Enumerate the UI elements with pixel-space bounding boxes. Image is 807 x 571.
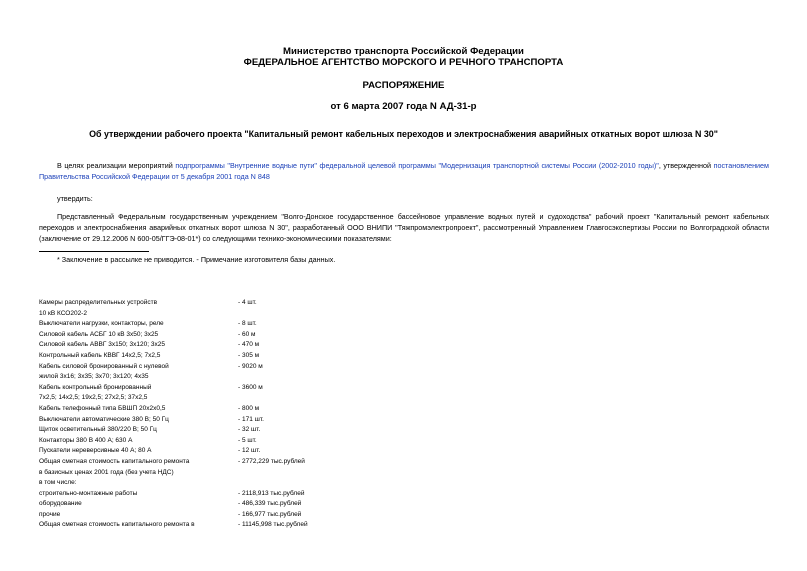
spec-name: Силовой кабель АСБГ 10 кВ 3х50; 3х25 bbox=[39, 330, 159, 338]
spec-row bbox=[39, 478, 369, 489]
ministry-name: Министерство транспорта Российской Федерации bbox=[283, 46, 524, 57]
spec-row bbox=[39, 446, 369, 457]
spec-row bbox=[39, 393, 369, 404]
spec-value: - 12 шт. bbox=[238, 447, 261, 455]
spec-name: оборудование bbox=[39, 500, 82, 508]
project-paragraph: Представленный Федеральным государственным учреждением "Волго-Донское государственное бассейновое управление водных путей и судоходства" рабочий проект "Капитальный ремонт кабельных переходов и электроснабжения аварийных откатных ворот шлюза N 30", разработанный ООО ВНИПИ "Тяжпромэлектропроект", рассмотренный Управлением Главгосэкспертизы России по Волгоградской области (заключение от 29.12.2006 N 600-05/ГГЭ-08-01*) со следующими технико-экономическими показателями: bbox=[39, 212, 769, 244]
spec-value: - 305 м bbox=[238, 351, 260, 359]
government-decree-link[interactable]: постановлением Правительства Российской Федерации от 5 декабря 2001 года N 848 bbox=[39, 161, 769, 182]
spec-value: - 166,977 тыс.рублей bbox=[238, 510, 302, 518]
document-title: Об утверждении рабочего проекта "Капитальный ремонт кабельных переходов и электроснабжения аварийных откатных ворот шлюза N 30" bbox=[89, 129, 718, 139]
spec-value: - 4 шт. bbox=[238, 299, 257, 306]
spec-value: - 2118,913 тыс.рублей bbox=[238, 489, 305, 497]
spec-row bbox=[39, 457, 369, 468]
spec-row bbox=[39, 499, 369, 510]
spec-name: Щиток осветительный 380/220 В; 50 Гц bbox=[39, 426, 157, 434]
spec-row bbox=[39, 436, 369, 447]
intro-text-2: , утвержденной bbox=[658, 161, 714, 170]
approve-word: утвердить: bbox=[57, 194, 93, 203]
spec-row bbox=[39, 351, 369, 362]
document-date: от 6 марта 2007 года N АД-31-р bbox=[330, 101, 477, 112]
spec-name: Выключатели нагрузки, контакторы, реле bbox=[39, 320, 164, 328]
spec-name: в том числе: bbox=[39, 479, 77, 487]
spec-value: - 3600 м bbox=[238, 383, 263, 391]
spec-name: строительно-монтажные работы bbox=[39, 489, 138, 497]
spec-value: - 8 шт. bbox=[238, 320, 257, 328]
intro-text-1: В целях реализации мероприятий bbox=[57, 161, 176, 170]
spec-value: - 5 шт. bbox=[238, 436, 257, 444]
spec-name: Контрольный кабель КВВГ 14х2,5; 7х2,5 bbox=[39, 351, 161, 359]
spec-row bbox=[39, 468, 369, 479]
agency-name: ФЕДЕРАЛЬНОЕ АГЕНТСТВО МОРСКОГО И РЕЧНОГО ТРАНСПОРТА bbox=[243, 57, 564, 68]
spec-value: - 32 шт. bbox=[238, 426, 261, 434]
spec-row bbox=[39, 319, 369, 330]
footnote-divider bbox=[39, 251, 149, 252]
spec-name: в базисных ценах 2001 года (без учета НДС) bbox=[39, 468, 174, 476]
spec-name: Общая сметная стоимость капитального ремонта в bbox=[39, 521, 195, 529]
spec-name: Кабель силовой бронированный с нулевой bbox=[39, 362, 169, 370]
spec-value: - 470 м bbox=[238, 341, 260, 349]
intro-paragraph bbox=[39, 160, 769, 182]
spec-row bbox=[39, 425, 369, 436]
spec-row bbox=[39, 298, 369, 309]
spec-value: - 486,339 тыс.рублей bbox=[238, 500, 302, 508]
spec-row bbox=[39, 340, 369, 351]
spec-name: 7х2,5; 14х2,5; 19х2,5; 27х2,5; 37х2,5 bbox=[39, 394, 148, 402]
spec-name: Силовой кабель АВВГ 3х150; 3х120; 3х25 bbox=[39, 341, 165, 349]
spec-row bbox=[39, 404, 369, 415]
spec-value: - 2772,229 тыс.рублей bbox=[238, 457, 305, 465]
spec-value: - 171 шт. bbox=[238, 415, 264, 423]
spec-name: Камеры распределительных устройств bbox=[39, 299, 158, 306]
spec-name: жилой 3х16; 3х35; 3х70; 3х120; 4х35 bbox=[39, 373, 149, 381]
spec-row bbox=[39, 489, 369, 500]
footnote-text: * Заключение в рассылке не приводится. - Примечание изготовителя базы данных. bbox=[57, 255, 336, 264]
spec-name: Пускатели нереверсивные 40 А; 80 А bbox=[39, 447, 152, 455]
spec-row bbox=[39, 309, 369, 320]
subprogram-link[interactable]: подпрограммы "Внутренние водные пути" федеральной целевой программы "Модернизация транспортной системы России (2002-2010 годы)" bbox=[175, 161, 659, 170]
spec-value: - 11145,998 тыс.рублей bbox=[238, 521, 308, 529]
spec-row bbox=[39, 330, 369, 341]
spec-name: прочие bbox=[39, 510, 61, 518]
spec-name: 10 кВ КСО202-2 bbox=[39, 309, 87, 317]
spec-name: Выключатели автоматические 380 В; 50 Гц bbox=[39, 415, 169, 423]
spec-name: Контакторы 380 В 400 А; 630 А bbox=[39, 436, 133, 444]
document-type: РАСПОРЯЖЕНИЕ bbox=[362, 80, 445, 91]
spec-row bbox=[39, 362, 369, 373]
spec-row bbox=[39, 415, 369, 426]
spec-value: - 9020 м bbox=[238, 362, 263, 370]
spec-value: - 800 м bbox=[238, 404, 260, 412]
specs-table bbox=[39, 298, 369, 531]
spec-row bbox=[39, 372, 369, 383]
spec-row bbox=[39, 520, 369, 531]
spec-row bbox=[39, 383, 369, 394]
spec-name: Кабель телефонный типа БВШП 20х2х0,5 bbox=[39, 404, 166, 412]
spec-name: Общая сметная стоимость капитального ремонта bbox=[39, 457, 190, 465]
spec-row bbox=[39, 510, 369, 521]
spec-name: Кабель контрольный бронированный bbox=[39, 383, 152, 391]
spec-value: - 60 м bbox=[238, 330, 256, 338]
